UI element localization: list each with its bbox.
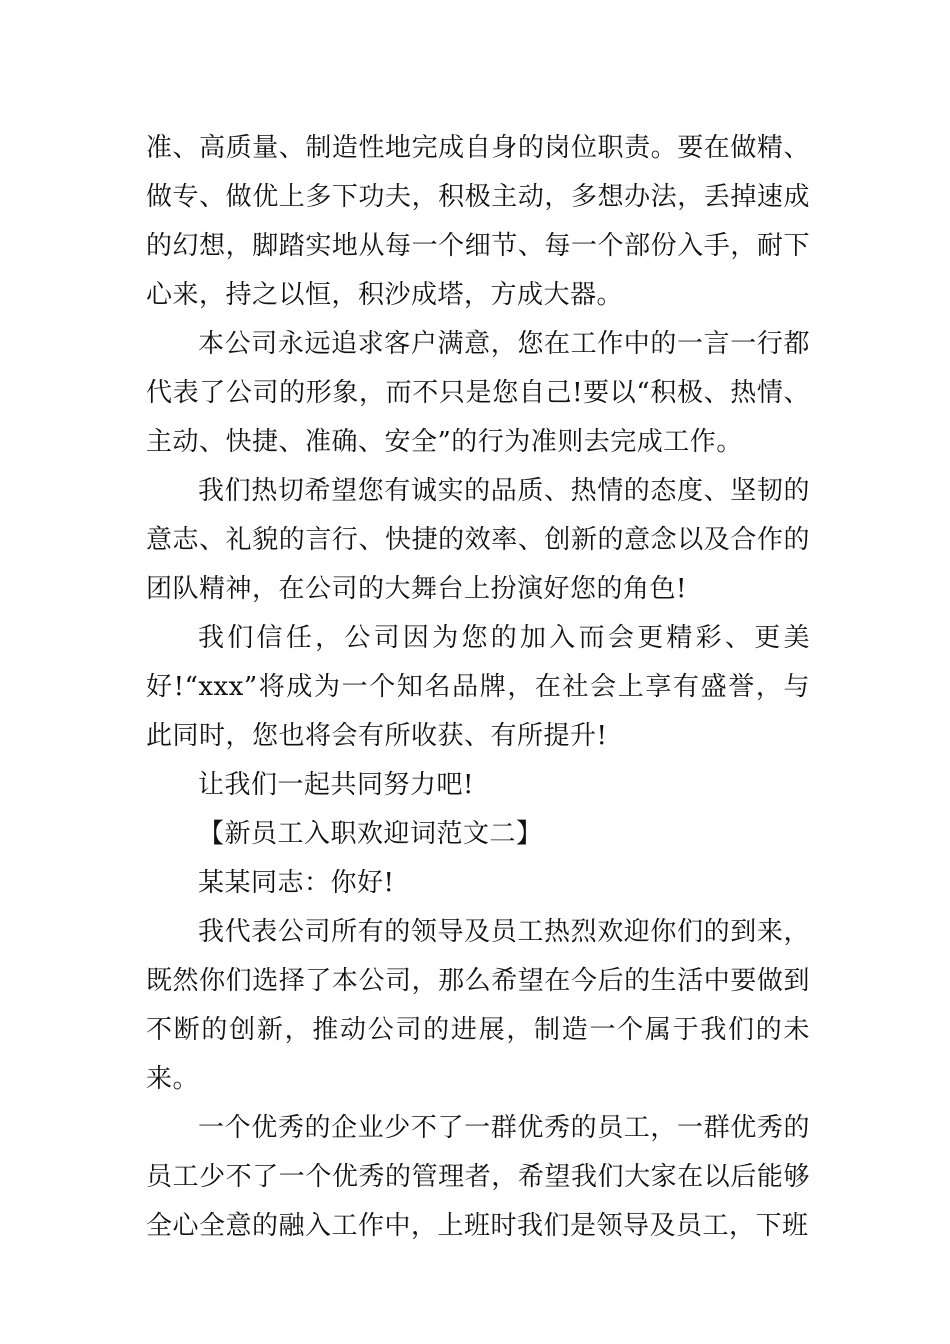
document-body <box>146 124 810 1251</box>
paragraph-trust: 我们信任，公司因为您的加入而会更精彩、更美好!“xxx”将成为一个知名品牌，在社会上享有盛誉，与此同时，您也将会有所收获、有所提升! <box>146 623 810 751</box>
paragraph-together: 让我们一起共同努力吧! <box>198 770 474 800</box>
paragraph-welcome: 我代表公司所有的领导及员工热烈欢迎你们的到来，既然你们选择了本公司，那么希望在今后的生活中要做到不断的创新，推动公司的进展，制造一个属于我们的未来。 <box>146 917 810 1094</box>
paragraph-hopes: 我们热切希望您有诚实的品质、热情的态度、坚韧的意志、礼貌的言行、快捷的效率、创新的意念以及合作的团队精神，在公司的大舞台上扮演好您的角色! <box>146 476 810 604</box>
section-heading: 【新员工入职欢迎词范文二】 <box>198 819 543 849</box>
paragraph-customer-satisfaction: 本公司永远追求客户满意，您在工作中的一言一行都代表了公司的形象，而不只是您自己!要以“积极、热情、主动、快捷、准确、安全”的行为准则去完成工作。 <box>146 329 810 457</box>
greeting-line: 某某同志：你好! <box>198 868 395 898</box>
paragraph-excellent-team: 一个优秀的企业少不了一群优秀的员工，一群优秀的员工少不了一个优秀的管理者，希望我们大家在以后能够全心全意的融入工作中，上班时我们是领导及员工，下班 <box>146 1113 810 1241</box>
paragraph-continuation: 准、高质量、制造性地完成自身的岗位职责。要在做精、做专、做优上多下功夫，积极主动，多想办法，丢掉速成的幻想，脚踏实地从每一个细节、每一个部份入手，耐下心来，持之以恒，积沙成塔，方成大器。 <box>146 133 810 310</box>
